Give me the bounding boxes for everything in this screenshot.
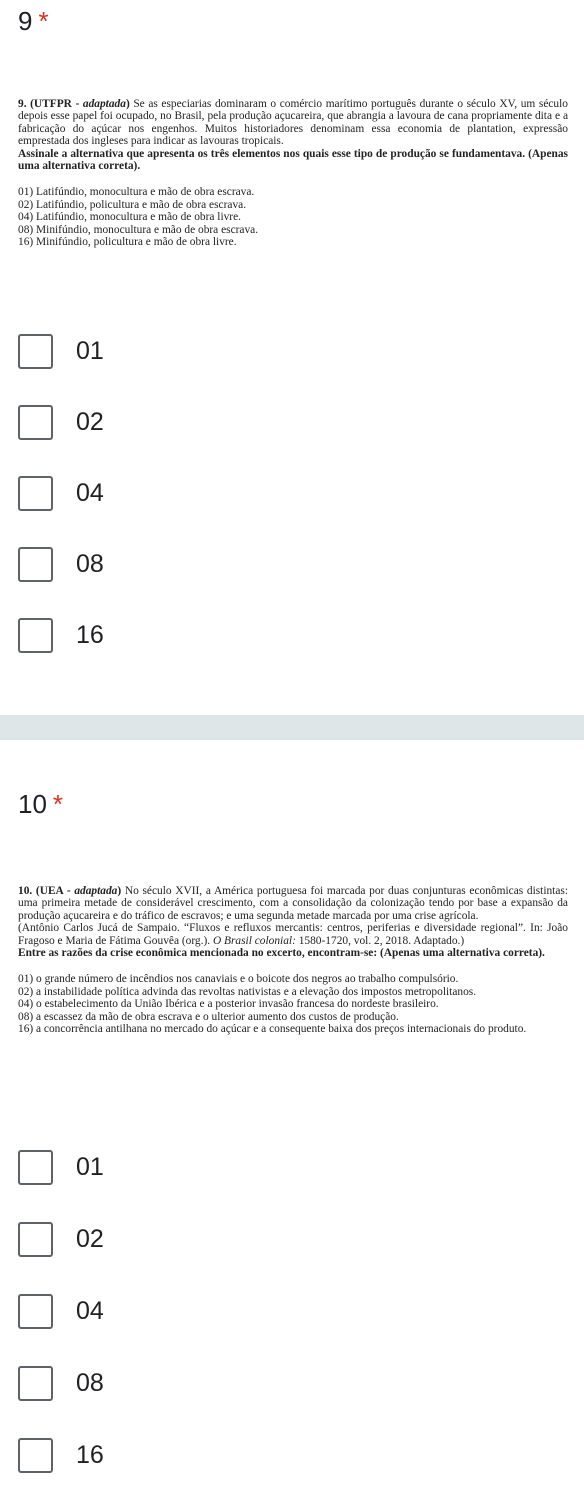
checkbox[interactable] [18, 1150, 53, 1185]
option-label: 08 [76, 1368, 104, 1397]
checkbox[interactable] [18, 1366, 53, 1401]
question-number: 10 [18, 789, 47, 819]
checkbox[interactable] [18, 334, 53, 369]
checkbox[interactable] [18, 1438, 53, 1473]
checkbox[interactable] [18, 1294, 53, 1329]
option-label: 08 [76, 549, 104, 578]
question-10-number [18, 789, 63, 820]
question-9-text [18, 98, 568, 248]
checkbox[interactable] [18, 1222, 53, 1257]
item: 16) Minifúndio, policultura e mão de obra livre. [18, 236, 237, 249]
section-divider [0, 715, 584, 740]
question-prompt: Assinale a alternativa que apresenta os três elementos nos quais esse tipo de produção se fundamentava. (Apenas uma alternativa correta). [18, 147, 568, 173]
required-asterisk: * [52, 789, 64, 819]
option-label: 02 [76, 407, 104, 436]
item: 04) Latifúndio, monocultura e mão de obra livre. [18, 211, 241, 224]
checkbox[interactable] [18, 547, 53, 582]
question-statement: 9. (UTFPR - adaptada) Se as especiarias dominaram o comércio marítimo português durante o século XV, um século depois esse papel foi ocupado, no Brasil, pela produção açucareira, que abrangia a lavoura de cana propriamente dita e a fabricação do açúcar nos engenhos. Muitos historiadores denominam essa economia de plantation, expressão emprestada dos ingleses para indicar as lavouras tropicais. [18, 98, 568, 148]
q9-option-04[interactable] [18, 473, 104, 513]
option-label: 01 [76, 1152, 104, 1181]
option-label: 02 [76, 1224, 104, 1253]
q9-option-16[interactable] [18, 615, 104, 655]
item: 02) a instabilidade política advinda das revoltas nativistas e a elevação dos impostos metropolitanos. [18, 985, 477, 998]
option-label: 16 [76, 620, 104, 649]
checkbox[interactable] [18, 476, 53, 511]
option-label: 01 [76, 336, 104, 365]
q9-option-08[interactable] [18, 544, 104, 584]
item: 16) a concorrência antilhana no mercado do açúcar e a consequente baixa dos preços internacionais do produto. [18, 1023, 527, 1036]
q10-option-08[interactable] [18, 1363, 104, 1403]
option-label: 16 [76, 1440, 104, 1469]
checkbox[interactable] [18, 405, 53, 440]
question-10-text [18, 885, 568, 1035]
q9-option-01[interactable] [18, 331, 104, 371]
q9-option-02[interactable] [18, 402, 104, 442]
checkbox[interactable] [18, 618, 53, 653]
item: 04) o estabelecimento da União Ibérica e a posterior invasão francesa do nordeste brasileiro. [18, 998, 439, 1011]
item: 08) a escassez da mão de obra escrava e o ulterior aumento dos custos de produção. [18, 1010, 399, 1023]
question-9-number [18, 6, 49, 37]
question-number: 9 [18, 6, 33, 36]
item: 01) Latifúndio, monocultura e mão de obra escrava. [18, 186, 255, 199]
q10-option-04[interactable] [18, 1291, 104, 1331]
question-statement: 10. (UEA - adaptada) No século XVII, a América portuguesa foi marcada por duas conjunturas econômicas distintas: uma primeira metade de considerável crescimento, com a consolidação da colonização tendo por base a expansão da produção açucareira e do tráfico de escravos; e uma segunda metade marcada por uma crise agrícola. [18, 885, 569, 922]
citation: (Antônio Carlos Jucá de Sampaio. “Fluxos e refluxos mercantis: centros, periferias e diversidade regional”. In: João Fragoso e Maria de Fátima Gouvêa (org.). O Brasil colonial: 1580-1720, vol. 2, 2018. Adaptado.) [18, 922, 568, 947]
item: 08) Minifúndio, monocultura e mão de obra escrava. [18, 223, 259, 236]
q10-option-02[interactable] [18, 1219, 104, 1259]
item: 02) Latifúndio, policultura e mão de obra escrava. [18, 198, 247, 211]
item: 01) o grande número de incêndios nos canaviais e o boicote dos negros ao trabalho compulsório. [18, 973, 459, 986]
question-prompt: Entre as razões da crise econômica mencionada no excerto, encontram-se: (Apenas uma alternativa correta). [18, 947, 545, 960]
required-asterisk: * [38, 6, 49, 36]
option-label: 04 [76, 1296, 104, 1325]
q10-option-01[interactable] [18, 1147, 104, 1187]
q10-option-16[interactable] [18, 1435, 104, 1475]
option-label: 04 [76, 478, 104, 507]
